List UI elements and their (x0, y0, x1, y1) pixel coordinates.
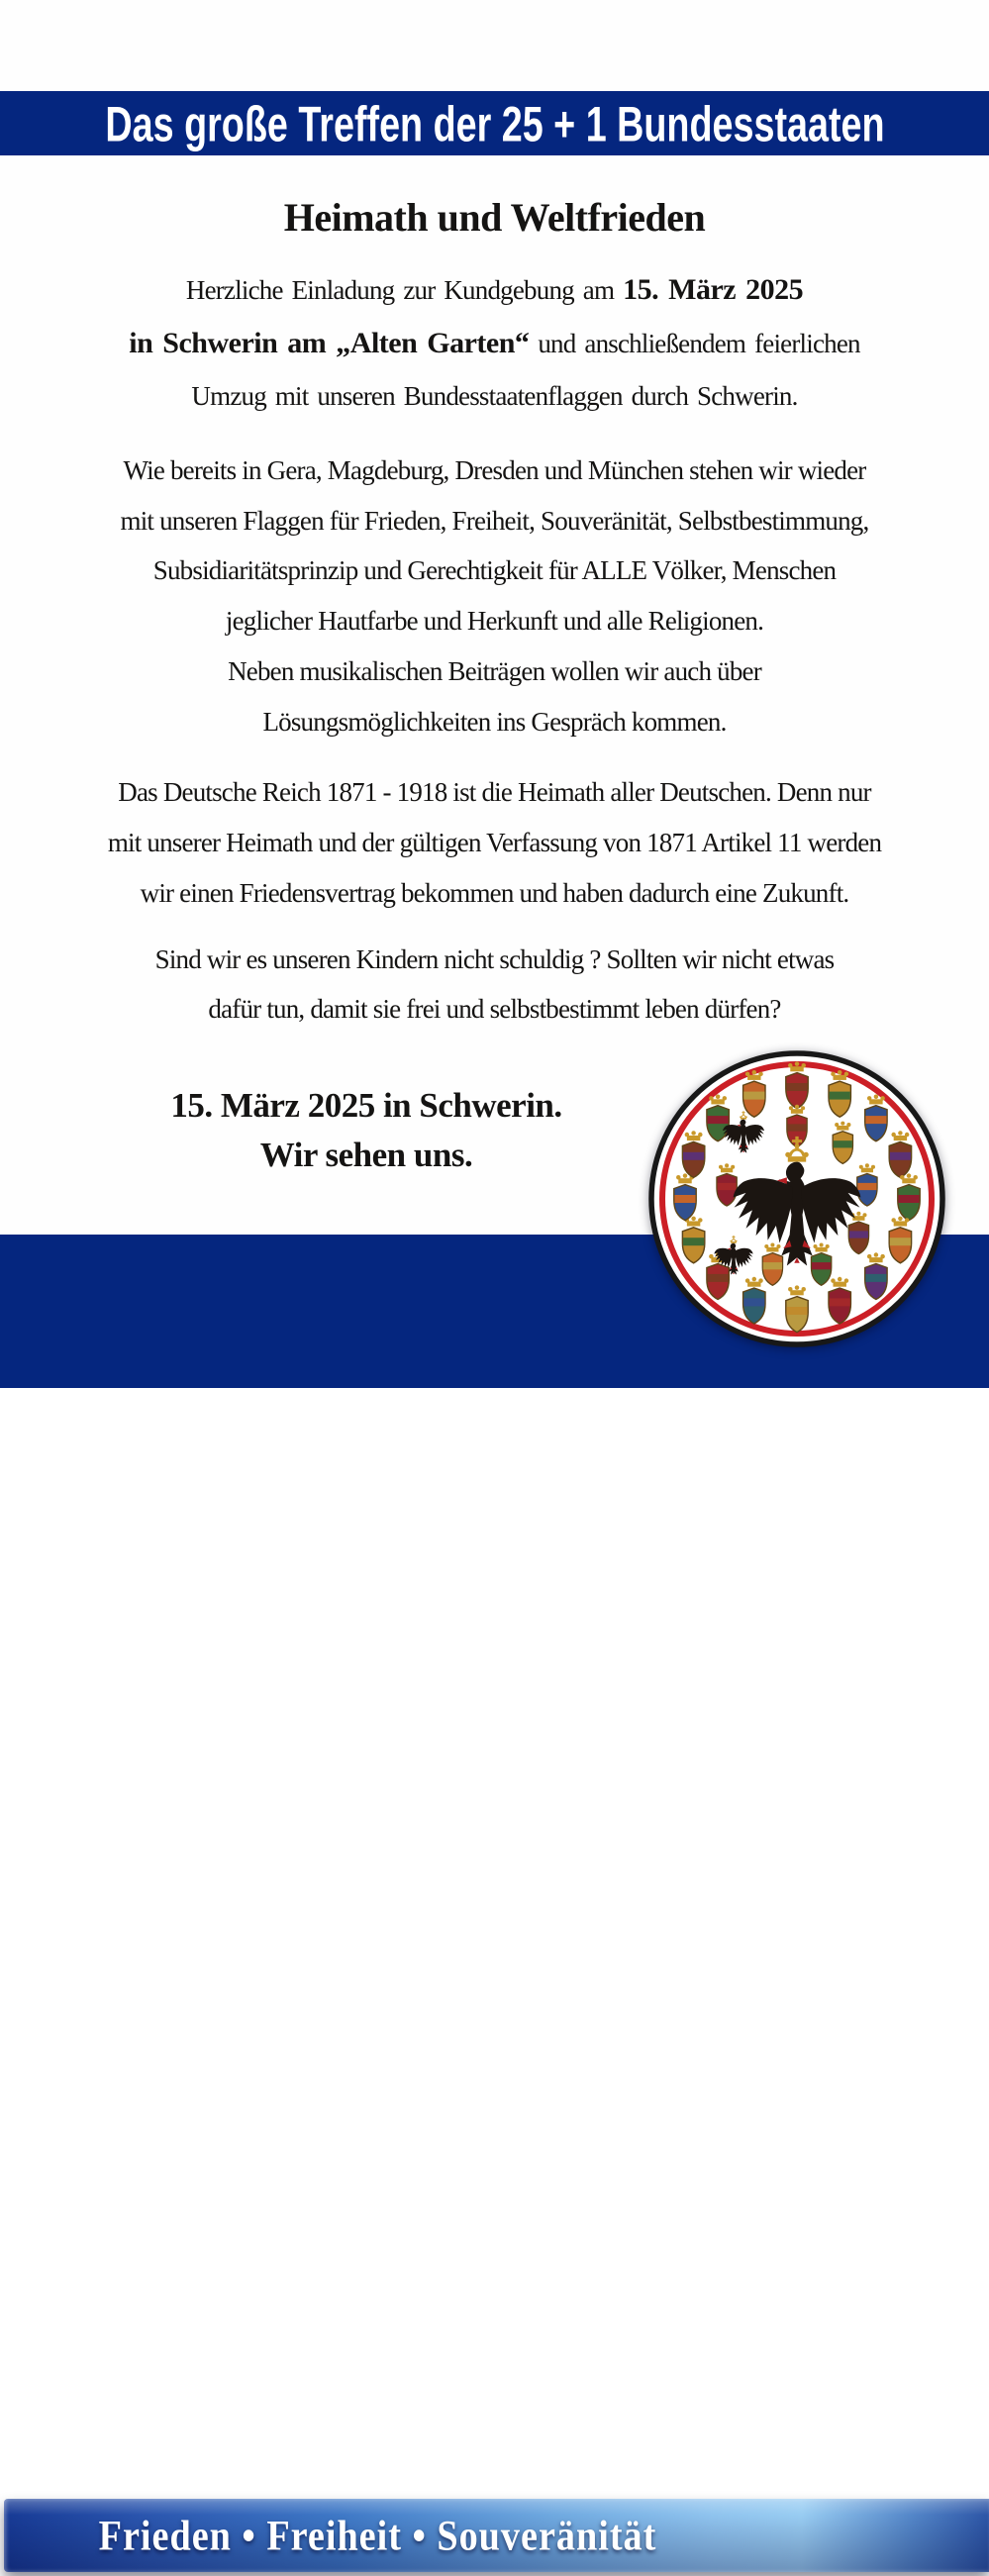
page-title: Heimath und Weltfrieden (283, 195, 706, 240)
text-line (0, 317, 989, 370)
motto-text: Frieden • Freiheit • Souveränität (98, 2511, 657, 2560)
text-line: mit unserer Heimath und der gültigen Verfassung von 1871 Artikel 11 werden (107, 828, 882, 857)
closing-block (0, 1081, 733, 1180)
text-line (0, 263, 989, 317)
text-line (0, 370, 989, 423)
text-line: jeglicher Hautfarbe und Herkunft und alle Religionen. (225, 606, 764, 637)
text-line: mit unseren Flaggen für Frieden, Freiheit, Souveränität, Selbstbestimmung, (120, 505, 869, 536)
text-line: Sind wir es unseren Kindern nicht schuldig ? Sollten wir nicht etwas (154, 944, 835, 974)
reich-paragraph (0, 767, 989, 919)
text-line: Neben musikalischen Beiträgen wollen wir auch über (228, 655, 761, 686)
text-line: dafür tun, damit sie frei und selbstbestimmt leben dürfen? (208, 994, 781, 1024)
text-line: Subsidiaritätsprinzip und Gerechtigkeit für ALLE Völker, Menschen (152, 555, 837, 586)
text-line: Lösungsmöglichkeiten ins Gespräch kommen. (262, 706, 727, 737)
text-segment: Herzliche Einladung zur Kundgebung am (185, 275, 624, 305)
top-banner (0, 91, 989, 155)
text-segment-bold: in Schwerin am „Alten Garten“ (129, 327, 530, 359)
mission-paragraph (0, 446, 989, 746)
state-crests-emblem (648, 1049, 945, 1348)
closing-date-line: 15. März 2025 in Schwerin. (170, 1086, 562, 1125)
invitation-paragraph (0, 263, 989, 423)
children-paragraph (0, 935, 989, 1034)
text-line: Wie bereits in Gera, Magdeburg, Dresden und München stehen wir wieder (123, 455, 866, 485)
motto-ribbon (4, 2499, 989, 2572)
text-line: wir einen Friedensvertrag bekommen und haben dadurch eine Zukunft. (140, 878, 849, 908)
text-segment: und anschließendem feierlichen (529, 329, 860, 358)
top-banner-title: Das große Treffen der 25 + 1 Bundesstaaten (104, 95, 885, 151)
text-line: Das Deutsche Reich 1871 - 1918 ist die Heimath aller Deutschen. Denn nur (118, 777, 871, 807)
text-segment: Umzug mit unseren Bundesstaatenflaggen durch Schwerin. (191, 381, 798, 411)
closing-farewell-line: Wir sehen uns. (259, 1136, 473, 1174)
text-segment-bold: 15. März 2025 (623, 273, 804, 306)
